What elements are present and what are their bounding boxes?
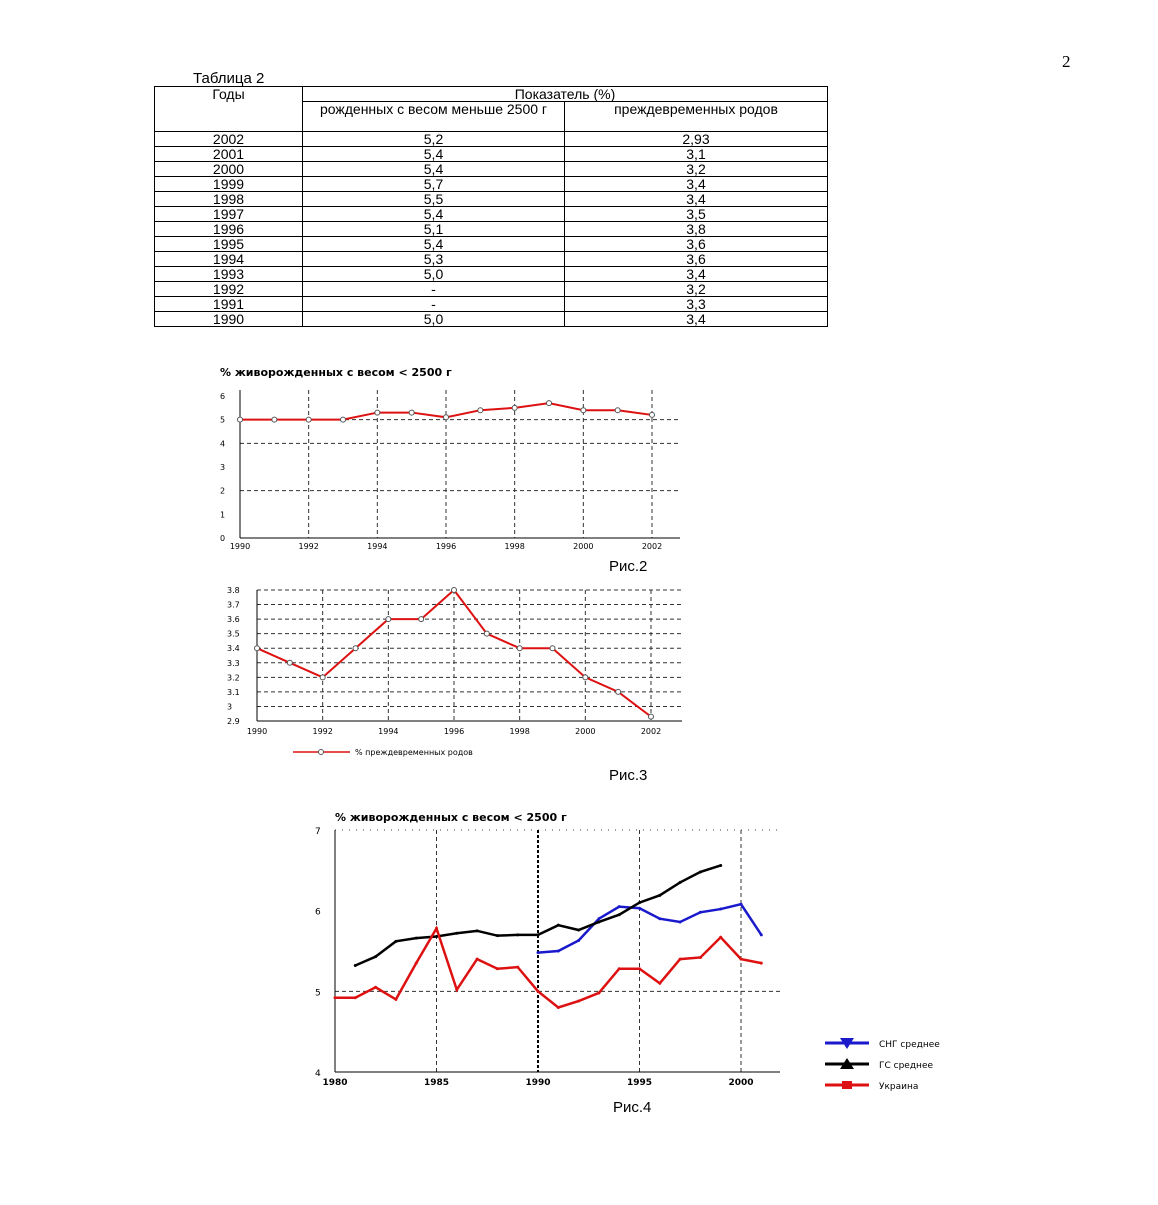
table-row	[155, 132, 828, 147]
data-point	[374, 955, 377, 958]
cell-low-weight: 5,4	[303, 162, 565, 177]
data-point	[679, 881, 682, 884]
cell-premature: 3,1	[565, 147, 828, 162]
data-point	[583, 675, 588, 680]
data-point	[374, 986, 377, 989]
data-point	[394, 998, 397, 1001]
x-tick-label: 2000	[573, 542, 594, 551]
legend-marker	[842, 1081, 852, 1089]
x-tick-label: 1990	[246, 727, 268, 736]
data-point	[577, 1000, 580, 1003]
x-tick-label: 2002	[641, 542, 663, 551]
data-point	[341, 417, 346, 422]
data-point	[557, 950, 560, 953]
data-point	[478, 408, 483, 413]
cell-low-weight: 5,1	[303, 222, 565, 237]
y-tick-label: 3.4	[227, 644, 240, 654]
cell-year: 1999	[155, 177, 303, 192]
data-point	[415, 962, 418, 965]
table-row	[155, 267, 828, 282]
data-point	[618, 905, 621, 908]
cell-year: 2002	[155, 132, 303, 147]
cell-year: 1995	[155, 237, 303, 252]
data-point	[679, 920, 682, 923]
data-point	[496, 967, 499, 970]
cell-low-weight: 5,2	[303, 132, 565, 147]
cell-year: 1993	[155, 267, 303, 282]
x-tick-label: 1980	[322, 1078, 348, 1088]
x-tick-label: 2002	[640, 727, 662, 736]
header-indicator: Показатель (%)	[303, 87, 828, 102]
cell-year: 1992	[155, 282, 303, 297]
data-point	[353, 646, 358, 651]
y-tick-label: 3.1	[227, 687, 240, 697]
data-point	[496, 934, 499, 937]
y-tick-label: 2	[220, 486, 226, 496]
data-point	[394, 940, 397, 943]
data-point	[444, 415, 449, 420]
y-tick-label: 3.7	[227, 600, 240, 610]
x-tick-label: 1998	[504, 542, 525, 551]
y-tick-label: 3	[227, 702, 233, 712]
data-point	[484, 631, 489, 636]
table-row	[155, 162, 828, 177]
x-tick-label: 1985	[423, 1078, 450, 1088]
y-tick-label: 3.6	[227, 615, 240, 625]
data-point	[577, 929, 580, 932]
cell-premature: 3,4	[565, 192, 828, 207]
data-point	[516, 933, 519, 936]
data-point	[719, 936, 722, 939]
cell-low-weight: 5,5	[303, 192, 565, 207]
x-tick-label: 1992	[312, 727, 333, 736]
x-tick-label: 1990	[525, 1078, 551, 1088]
data-point	[597, 917, 600, 920]
data-point	[375, 410, 380, 415]
cell-low-weight: 5,4	[303, 207, 565, 222]
chart-title: % живорожденных с весом < 2500 г	[335, 811, 567, 824]
y-tick-label: 3.2	[227, 673, 240, 683]
x-tick-label: 1996	[435, 542, 457, 551]
data-point	[557, 1006, 560, 1009]
data-point	[419, 617, 424, 622]
table-row	[155, 207, 828, 222]
data-point	[435, 927, 438, 930]
x-tick-label: 2000	[728, 1078, 754, 1088]
data-point	[512, 405, 517, 410]
data-point	[577, 939, 580, 942]
cell-year: 1998	[155, 192, 303, 207]
data-point	[517, 646, 522, 651]
figure-2-caption: Рис.2	[609, 558, 648, 575]
data-point	[740, 958, 743, 961]
x-tick-label: 1990	[229, 542, 251, 551]
cell-low-weight: 5,4	[303, 237, 565, 252]
data-point	[581, 408, 586, 413]
figure-4-caption: Рис.4	[613, 1099, 652, 1116]
data-point	[658, 917, 661, 920]
data-point	[452, 588, 457, 593]
legend-label: Украина	[879, 1082, 919, 1092]
x-tick-label: 1995	[626, 1078, 653, 1088]
data-point	[287, 660, 292, 665]
data-point	[597, 920, 600, 923]
data-point	[409, 410, 414, 415]
header-low-weight: рожденных с весом меньше 2500 г	[303, 102, 565, 132]
page-number: 2	[1062, 52, 1071, 71]
data-point	[719, 864, 722, 867]
data-point	[550, 646, 555, 651]
y-tick-label: 7	[315, 827, 321, 837]
y-tick-label: 6	[220, 392, 226, 401]
data-point	[760, 962, 763, 965]
cell-year: 2001	[155, 147, 303, 162]
cell-low-weight: -	[303, 282, 565, 297]
data-point	[699, 956, 702, 959]
data-point	[537, 933, 540, 936]
data-point	[557, 924, 560, 927]
table-row	[155, 237, 828, 252]
data-point	[537, 990, 540, 993]
cell-year: 1994	[155, 252, 303, 267]
y-tick-label: 3.8	[227, 586, 240, 595]
data-point	[618, 967, 621, 970]
table-row	[155, 192, 828, 207]
legend-marker	[319, 750, 324, 755]
data-point	[699, 870, 702, 873]
x-tick-label: 2000	[575, 727, 596, 736]
x-tick-label: 1994	[378, 727, 399, 736]
cell-year: 2000	[155, 162, 303, 177]
table-row	[155, 177, 828, 192]
cell-premature: 3,6	[565, 252, 828, 267]
data-point	[238, 417, 243, 422]
header-premature: преждевременных родов	[565, 102, 828, 132]
low-weight-chart	[210, 362, 690, 562]
y-tick-label: 3.3	[227, 658, 240, 668]
comparison-chart	[300, 806, 980, 1106]
data-point	[638, 967, 641, 970]
y-tick-label: 2.9	[227, 717, 240, 726]
table-row	[155, 297, 828, 312]
data-point	[679, 958, 682, 961]
cell-low-weight: 5,0	[303, 267, 565, 282]
table-row	[155, 252, 828, 267]
data-point	[415, 937, 418, 940]
data-point	[306, 417, 311, 422]
legend-label: СНГ среднее	[879, 1040, 940, 1050]
data-point	[320, 675, 325, 680]
data-point	[334, 996, 337, 999]
data-point	[255, 646, 260, 651]
data-point	[760, 933, 763, 936]
table-row	[155, 222, 828, 237]
data-point	[615, 408, 620, 413]
data-point	[547, 401, 552, 406]
cell-low-weight: 5,3	[303, 252, 565, 267]
table-caption: Таблица 2	[193, 70, 265, 87]
premature-chart	[215, 580, 695, 765]
legend-label: % преждевременных родов	[355, 748, 473, 757]
data-point	[616, 689, 621, 694]
cell-premature: 3,5	[565, 207, 828, 222]
cell-premature: 3,6	[565, 237, 828, 252]
data-point	[272, 417, 277, 422]
cell-low-weight: 5,4	[303, 147, 565, 162]
data-point	[476, 958, 479, 961]
x-tick-label: 1992	[298, 542, 319, 551]
y-tick-label: 4	[315, 1069, 321, 1079]
data-point	[740, 903, 743, 906]
cell-premature: 3,8	[565, 222, 828, 237]
y-tick-label: 5	[220, 415, 226, 425]
data-point	[638, 901, 641, 904]
y-tick-label: 3.5	[227, 629, 240, 639]
data-point	[649, 714, 654, 719]
table-row	[155, 312, 828, 327]
cell-year: 1990	[155, 312, 303, 327]
cell-premature: 3,4	[565, 267, 828, 282]
cell-low-weight: -	[303, 297, 565, 312]
data-point	[455, 932, 458, 935]
data-point	[658, 894, 661, 897]
cell-premature: 3,3	[565, 297, 828, 312]
figure-3-caption: Рис.3	[609, 767, 648, 784]
cell-premature: 3,2	[565, 282, 828, 297]
x-tick-label: 1998	[509, 727, 530, 736]
cell-year: 1991	[155, 297, 303, 312]
cell-premature: 3,2	[565, 162, 828, 177]
cell-low-weight: 5,7	[303, 177, 565, 192]
data-point	[597, 991, 600, 994]
data-point	[638, 907, 641, 910]
data-point	[537, 951, 540, 954]
chart-title: % живорожденных с весом < 2500 г	[220, 366, 452, 379]
y-tick-label: 0	[220, 534, 226, 543]
data-table	[154, 86, 828, 327]
data-point	[658, 982, 661, 985]
data-point	[719, 908, 722, 911]
y-tick-label: 4	[220, 439, 226, 449]
data-point	[354, 996, 357, 999]
data-point	[650, 412, 655, 417]
cell-low-weight: 5,0	[303, 312, 565, 327]
cell-premature: 3,4	[565, 177, 828, 192]
cell-premature: 2,93	[565, 132, 828, 147]
data-point	[455, 988, 458, 991]
cell-year: 1997	[155, 207, 303, 222]
y-tick-label: 3	[220, 463, 226, 472]
table-row	[155, 147, 828, 162]
data-point	[386, 617, 391, 622]
y-tick-label: 1	[220, 510, 226, 520]
x-tick-label: 1994	[367, 542, 388, 551]
x-tick-label: 1996	[443, 727, 465, 736]
y-tick-label: 5	[315, 988, 321, 999]
y-tick-label: 6	[315, 907, 321, 918]
data-point	[354, 964, 357, 967]
data-point	[618, 913, 621, 916]
data-point	[699, 911, 702, 914]
table-row	[155, 282, 828, 297]
data-point	[516, 966, 519, 969]
data-point	[476, 929, 479, 932]
cell-premature: 3,4	[565, 312, 828, 327]
header-years: Годы	[155, 87, 303, 132]
cell-year: 1996	[155, 222, 303, 237]
legend-label: ГС среднее	[879, 1061, 934, 1071]
